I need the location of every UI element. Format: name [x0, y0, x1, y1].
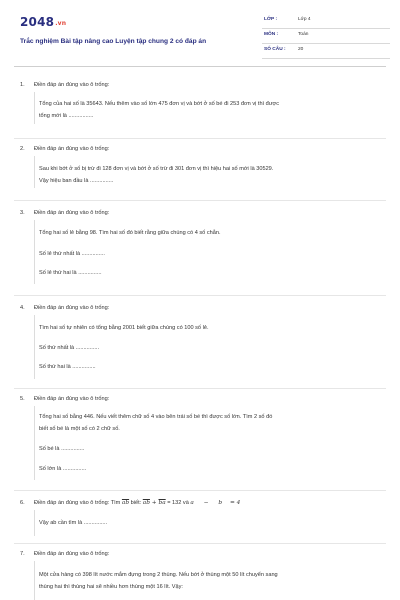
worksheet-header: [14, 10, 386, 60]
question-body: [34, 561, 390, 600]
question-separator: [14, 200, 386, 201]
meta-info: [262, 14, 390, 59]
question-1: [20, 82, 385, 132]
math-minus: −: [201, 500, 211, 506]
question-number: 4.: [20, 305, 25, 311]
question-2: [20, 146, 385, 196]
question-prompt: Điền đáp án đúng vào ô trống:: [34, 146, 110, 152]
question-4: [20, 305, 385, 383]
question-prompt: Điền đáp án đúng vào ô trống:: [34, 396, 110, 402]
meta-value: 20: [298, 47, 304, 52]
question-text: biết số bé là một số có 2 chữ số.: [39, 426, 120, 432]
question-7: [20, 551, 385, 600]
math-ba: $\overline{ba}$: [158, 500, 166, 506]
math-text: biết:: [129, 500, 143, 506]
answer-blank[interactable]: Số lẻ thứ nhất là ...............: [39, 251, 105, 257]
question-separator: [14, 138, 386, 139]
meta-row-class: [262, 14, 390, 29]
question-text: Tìm hai số tự nhiên có tổng bằng 2001 biết giữa chúng có 100 số lẻ.: [39, 325, 209, 331]
math-eq: = 4: [228, 500, 241, 506]
question-prompt: Điền đáp án đúng vào ô trống:: [34, 551, 110, 557]
question-5: [20, 396, 385, 486]
meta-value: Toán: [298, 32, 309, 37]
math-a: a: [190, 500, 194, 506]
math-text: = 132 và: [165, 500, 191, 506]
answer-blank[interactable]: tổng mới là ................: [39, 113, 94, 119]
prompt-text: Điền đáp án đúng vào ô trống: Tìm: [34, 500, 121, 506]
question-text: thùng hai thì thùng hai sẽ nhiều hơn thùng một 16 lít. Vậy:: [39, 584, 183, 590]
page-title: Trắc nghiệm Bài tập nâng cao Luyện tập chung 2 có đáp án: [20, 38, 207, 45]
math-ab: $\overline{ab}$: [121, 500, 130, 506]
question-3: [20, 210, 385, 288]
math-ab: $\overline{ab}$: [142, 500, 150, 506]
answer-blank[interactable]: Vậy ab cần tìm là ...............: [39, 520, 108, 526]
math-b: b: [218, 500, 223, 506]
meta-value: Lớp 4: [298, 17, 311, 22]
question-text: Tổng hai số lẻ bằng 98. Tìm hai số đó biết rằng giữa chúng có 4 số chẵn.: [39, 230, 221, 236]
header-divider: [14, 66, 386, 67]
meta-key: LỚP :: [264, 17, 278, 22]
question-text: Một cửa hàng có 398 lít nước mắm đựng trong 2 thùng. Nếu bớt ở thùng một 50 lít chuyển sang: [39, 572, 278, 578]
meta-row-count: [262, 44, 390, 59]
math-plus: +: [149, 500, 159, 506]
logo-main: 2048: [20, 15, 55, 29]
site-logo[interactable]: [20, 15, 66, 29]
answer-blank[interactable]: Vậy hiệu ban đầu là ...............: [39, 178, 114, 184]
question-number: 5.: [20, 396, 25, 402]
question-number: 2.: [20, 146, 25, 152]
question-text: Tổng của hai số là 35643. Nếu thêm vào số lớn 475 đơn vị và bớt ở số bé đi 253 đơn vị thì được: [39, 101, 280, 107]
meta-key: SỐ CÂU :: [264, 47, 286, 52]
answer-blank[interactable]: Số lớn là ...............: [39, 466, 87, 472]
question-body: [34, 92, 390, 124]
question-6: [20, 500, 385, 540]
answer-blank[interactable]: Số thứ hai là ...............: [39, 364, 96, 370]
answer-blank[interactable]: Số lẻ thứ hai là ...............: [39, 270, 102, 276]
question-separator: [14, 490, 386, 491]
meta-row-subject: [262, 29, 390, 44]
logo-suffix: .vn: [55, 20, 67, 27]
question-number: 1.: [20, 82, 25, 88]
meta-key: MÔN :: [264, 32, 279, 37]
answer-blank[interactable]: Số thứ nhất là ...............: [39, 345, 100, 351]
question-number: 7.: [20, 551, 25, 557]
question-prompt: Điền đáp án đúng vào ô trống:: [34, 305, 110, 311]
question-text: Tổng hai số bằng 446. Nếu viết thêm chữ số 4 vào bên trái số bé thì được số lớn. Tìm 2 số đó: [39, 414, 273, 420]
question-separator: [14, 543, 386, 544]
question-number: 6.: [20, 500, 25, 506]
answer-blank[interactable]: Số bé là ...............: [39, 446, 85, 452]
question-number: 3.: [20, 210, 25, 216]
question-prompt: [34, 500, 240, 506]
question-separator: [14, 388, 386, 389]
question-text: Sau khi bớt ở số bị trừ đi 128 đơn vị và bớt ở số trừ đi 301 đơn vị thì hiệu hai số mới là 30529.: [39, 166, 274, 172]
question-prompt: Điền đáp án đúng vào ô trống:: [34, 210, 110, 216]
question-separator: [14, 295, 386, 296]
question-prompt: Điền đáp án đúng vào ô trống:: [34, 82, 110, 88]
